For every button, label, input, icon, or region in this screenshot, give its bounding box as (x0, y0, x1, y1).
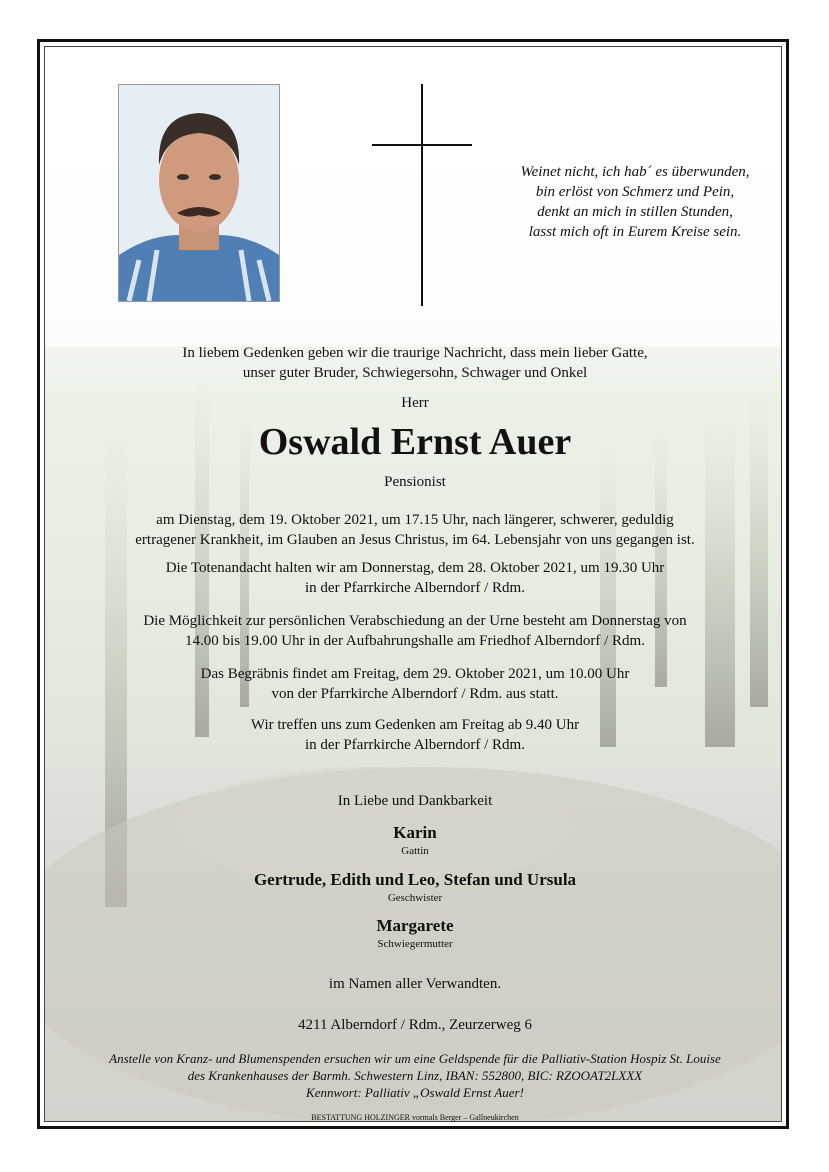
mourner-relation: Schwiegermutter (377, 938, 453, 950)
farewell-info: Die Möglichkeit zur persönlichen Verabschiedung an der Urne besteht am Donnerstag von 14.00 bis 19.00 Uhr in der Aufbahrungshalle am Friedhof Alberndorf / Rdm. (143, 613, 687, 649)
vigil-info: Die Totenandacht halten wir am Donnerstag, dem 28. Oktober 2021, um 19.30 Uhr in der Pfarrkirche Alberndorf / Rdm. (165, 560, 665, 596)
poem-line: Weinet nicht, ich hab´ es überwunden, (520, 164, 750, 180)
poem (490, 162, 780, 242)
poem-line: bin erlöst von Schmerz und Pein, (535, 184, 735, 200)
funeral-home-footer: BESTATTUNG HOLZINGER vormals Berger – Gallneukirchen (311, 1113, 519, 1122)
occupation: Pensionist (384, 474, 446, 490)
salutation: Herr (401, 395, 429, 411)
mourner-name: Margarete (376, 916, 454, 935)
deceased-name: Oswald Ernst Auer (258, 421, 572, 463)
mourner-relation: Geschwister (387, 892, 443, 904)
mourner-name: Gertrude, Edith und Leo, Stefan und Ursula (253, 870, 577, 889)
poem-line: lasst mich oft in Eurem Kreise sein. (528, 224, 742, 240)
cross-vertical-bar (421, 84, 423, 306)
death-announcement: am Dienstag, dem 19. Oktober 2021, um 17.15 Uhr, nach längerer, schwerer, geduldig ertragener Krankheit, im Glauben an Jesus Christus, im 64. Lebensjahr von uns gegangen ist. (135, 512, 695, 548)
intro-text: In liebem Gedenken geben wir die traurige Nachricht, dass mein lieber Gatte, unser guter Bruder, Schwiegersohn, Schwager und Onkel (182, 345, 648, 381)
poem-line: denkt an mich in stillen Stunden, (537, 204, 733, 220)
donation-request: Anstelle von Kranz- und Blumenspenden ersuchen wir um eine Geldspende für die Palliativ-Station Hospiz St. Louise des Krankenhauses der Barmh. Schwestern Linz, IBAN: 552800, BIC: RZOOAT2LXXX Kennwort: Palliativ „Oswald Ernst Auer! (109, 1051, 721, 1100)
mourner-name: Karin (393, 823, 437, 842)
address: 4211 Alberndorf / Rdm., Zeurzerweg 6 (298, 1017, 532, 1033)
mourner-relation: Gattin (401, 845, 429, 857)
deceased-portrait-photo (118, 84, 280, 302)
gratitude-line: In Liebe und Dankbarkeit (337, 793, 493, 809)
relatives-line: im Namen aller Verwandten. (328, 976, 502, 992)
burial-info: Das Begräbnis findet am Freitag, dem 29. Oktober 2021, um 10.00 Uhr von der Pfarrkirche Alberndorf / Rdm. aus statt. (200, 666, 630, 702)
cross-horizontal-bar (372, 144, 472, 146)
meeting-info: Wir treffen uns zum Gedenken am Freitag ab 9.40 Uhr in der Pfarrkirche Alberndorf / Rdm. (250, 717, 580, 753)
